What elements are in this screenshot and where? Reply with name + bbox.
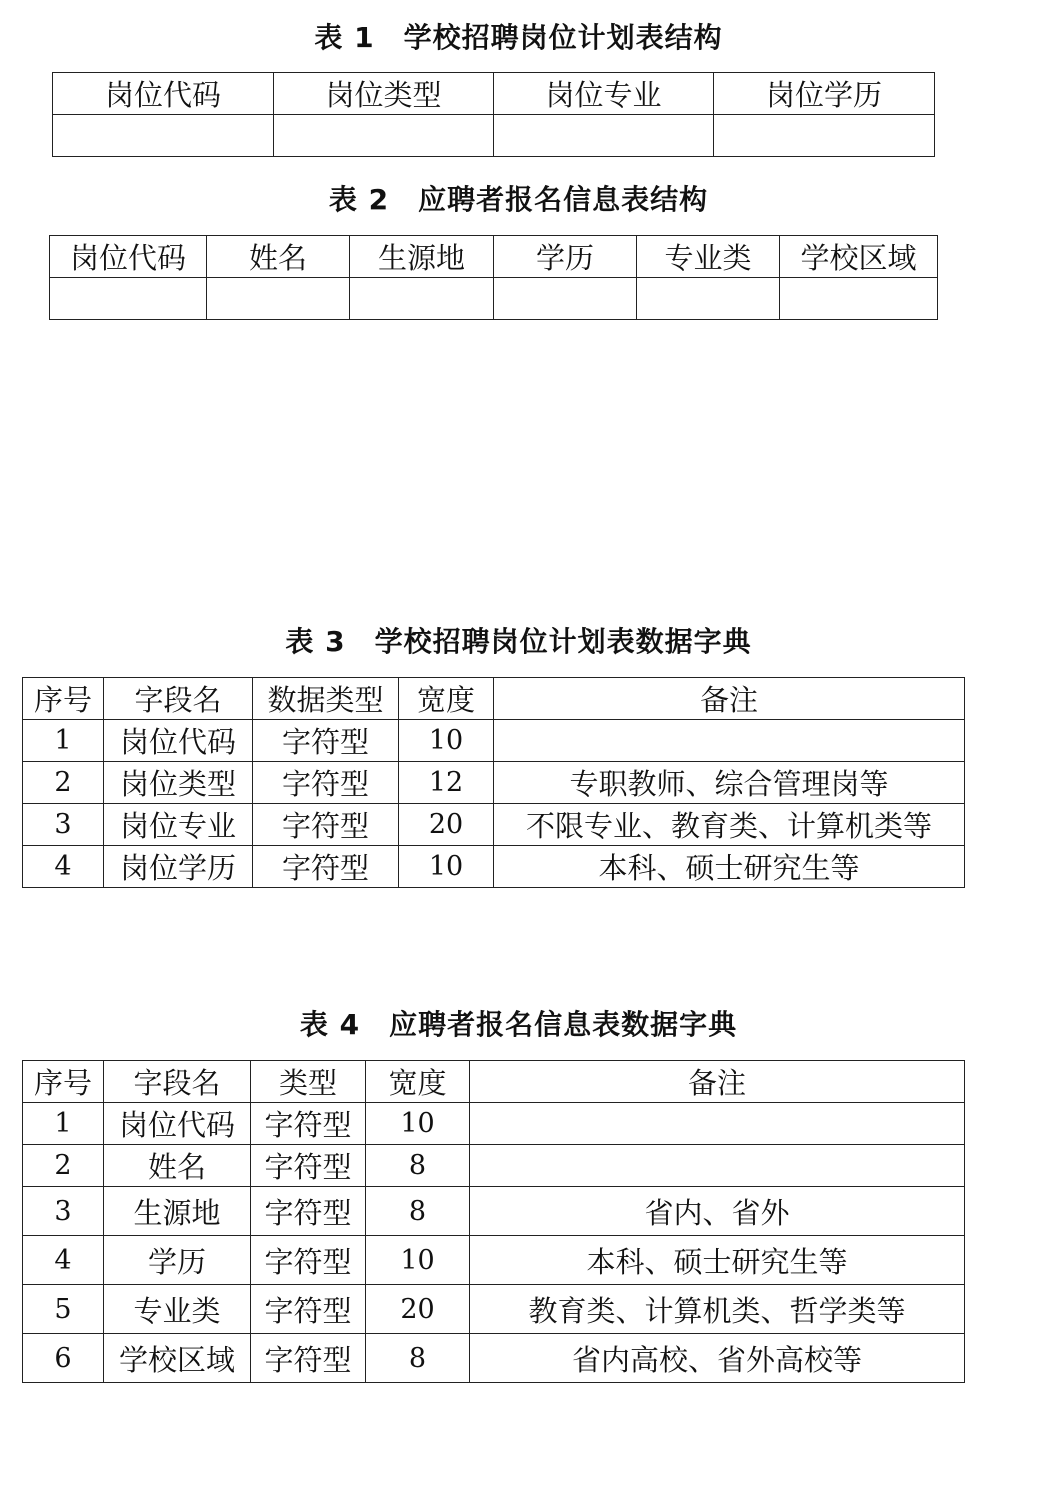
type-cell: 字符型: [253, 720, 399, 762]
table-header-row: [53, 73, 935, 115]
table-row: [23, 1145, 965, 1187]
table2-applicant-info-structure: [49, 235, 938, 320]
empty-cell: [50, 278, 207, 320]
empty-cell: [350, 278, 494, 320]
table4-applicant-info-dictionary: [22, 1060, 965, 1383]
table-row: [23, 1236, 965, 1285]
note-cell: [470, 1145, 965, 1187]
field-name-cell: 岗位专业: [104, 804, 253, 846]
type-cell: 字符型: [251, 1187, 366, 1236]
table4-caption: 表 4 应聘者报名信息表数据字典: [299, 1008, 738, 1041]
note-cell: 本科、硕士研究生等: [470, 1236, 965, 1285]
width-cell: 20: [399, 804, 494, 846]
table-row: [23, 1103, 965, 1145]
header-cell: 岗位代码: [53, 73, 274, 115]
header-cell: 序号: [23, 1061, 104, 1103]
table-row-empty: [53, 115, 935, 157]
type-cell: 字符型: [253, 846, 399, 888]
table-row: [23, 720, 965, 762]
table-row: [23, 846, 965, 888]
header-cell: 岗位类型: [274, 73, 494, 115]
index-cell: 4: [23, 1236, 104, 1285]
type-cell: 字符型: [253, 762, 399, 804]
width-cell: 8: [366, 1187, 470, 1236]
header-cell: 学历: [494, 236, 637, 278]
header-cell: 宽度: [366, 1061, 470, 1103]
note-cell: [494, 720, 965, 762]
note-cell: [470, 1103, 965, 1145]
width-cell: 10: [399, 846, 494, 888]
empty-cell: [53, 115, 274, 157]
index-cell: 3: [23, 1187, 104, 1236]
header-cell: 数据类型: [253, 678, 399, 720]
header-cell: 类型: [251, 1061, 366, 1103]
field-name-cell: 岗位类型: [104, 762, 253, 804]
width-cell: 10: [399, 720, 494, 762]
empty-cell: [780, 278, 938, 320]
type-cell: 字符型: [251, 1334, 366, 1383]
field-name-cell: 岗位代码: [104, 720, 253, 762]
table1-recruitment-plan-structure: [52, 72, 935, 157]
field-name-cell: 岗位学历: [104, 846, 253, 888]
width-cell: 10: [366, 1236, 470, 1285]
header-cell: 序号: [23, 678, 104, 720]
table-row: [23, 1285, 965, 1334]
note-cell: 教育类、计算机类、哲学类等: [470, 1285, 965, 1334]
header-cell: 字段名: [104, 678, 253, 720]
index-cell: 4: [23, 846, 104, 888]
header-cell: 姓名: [207, 236, 350, 278]
table1-caption: 表 1 学校招聘岗位计划表结构: [314, 21, 723, 54]
type-cell: 字符型: [251, 1103, 366, 1145]
table-header-row: [50, 236, 938, 278]
empty-cell: [637, 278, 780, 320]
header-cell: 生源地: [350, 236, 494, 278]
index-cell: 5: [23, 1285, 104, 1334]
field-name-cell: 专业类: [104, 1285, 251, 1334]
type-cell: 字符型: [253, 804, 399, 846]
width-cell: 8: [366, 1334, 470, 1383]
field-name-cell: 姓名: [104, 1145, 251, 1187]
table2-caption: 表 2 应聘者报名信息表结构: [328, 183, 709, 216]
width-cell: 12: [399, 762, 494, 804]
index-cell: 1: [23, 720, 104, 762]
table-header-row: [23, 678, 965, 720]
field-name-cell: 学历: [104, 1236, 251, 1285]
field-name-cell: 生源地: [104, 1187, 251, 1236]
empty-cell: [494, 278, 637, 320]
width-cell: 8: [366, 1145, 470, 1187]
header-cell: 备注: [494, 678, 965, 720]
header-cell: 岗位学历: [714, 73, 935, 115]
table-row-empty: [50, 278, 938, 320]
empty-cell: [207, 278, 350, 320]
index-cell: 1: [23, 1103, 104, 1145]
table3-recruitment-plan-dictionary: [22, 677, 965, 888]
width-cell: 20: [366, 1285, 470, 1334]
table3-caption: 表 3 学校招聘岗位计划表数据字典: [285, 625, 752, 658]
index-cell: 2: [23, 762, 104, 804]
header-cell: 字段名: [104, 1061, 251, 1103]
note-cell: 省内、省外: [470, 1187, 965, 1236]
type-cell: 字符型: [251, 1236, 366, 1285]
header-cell: 备注: [470, 1061, 965, 1103]
empty-cell: [274, 115, 494, 157]
index-cell: 3: [23, 804, 104, 846]
note-cell: 专职教师、综合管理岗等: [494, 762, 965, 804]
table-header-row: [23, 1061, 965, 1103]
type-cell: 字符型: [251, 1145, 366, 1187]
header-cell: 岗位专业: [494, 73, 714, 115]
index-cell: 2: [23, 1145, 104, 1187]
table-row: [23, 1187, 965, 1236]
header-cell: 岗位代码: [50, 236, 207, 278]
table-row: [23, 762, 965, 804]
header-cell: 专业类: [637, 236, 780, 278]
empty-cell: [494, 115, 714, 157]
header-cell: 学校区域: [780, 236, 938, 278]
field-name-cell: 学校区域: [104, 1334, 251, 1383]
table-row: [23, 1334, 965, 1383]
index-cell: 6: [23, 1334, 104, 1383]
field-name-cell: 岗位代码: [104, 1103, 251, 1145]
header-cell: 宽度: [399, 678, 494, 720]
table-row: [23, 804, 965, 846]
note-cell: 省内高校、省外高校等: [470, 1334, 965, 1383]
width-cell: 10: [366, 1103, 470, 1145]
type-cell: 字符型: [251, 1285, 366, 1334]
note-cell: 不限专业、教育类、计算机类等: [494, 804, 965, 846]
note-cell: 本科、硕士研究生等: [494, 846, 965, 888]
empty-cell: [714, 115, 935, 157]
